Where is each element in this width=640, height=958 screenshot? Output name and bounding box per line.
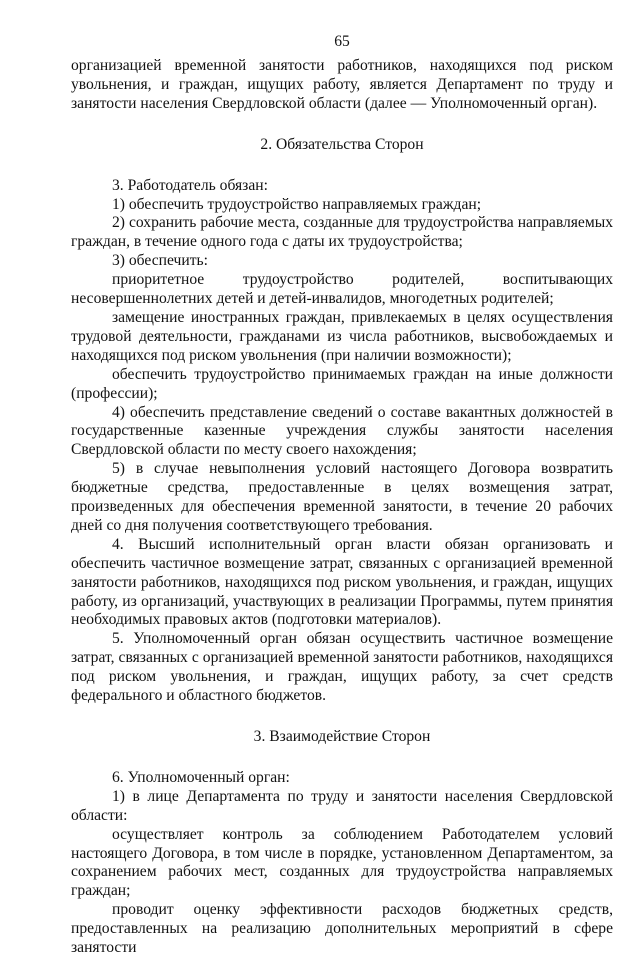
clause-6-item-1-b: проводит оценку эффективности расходов бюджетных средств, предоставленных на реализацию дополнительных мероприятий в сфере занятости bbox=[71, 901, 613, 957]
clause-3-item-1: 1) обеспечить трудоустройство направляемых граждан; bbox=[112, 195, 482, 213]
page-number: 65 bbox=[334, 33, 350, 50]
clause-6-intro: 6. Уполномоченный орган: bbox=[112, 768, 290, 786]
clause-3-item-3-a: приоритетное трудоустройство родителей, воспитывающих несовершеннолетних детей и детей-инвалидов, многодетных родителей; bbox=[71, 271, 613, 308]
clause-3-intro: 3. Работодатель обязан: bbox=[112, 176, 268, 194]
clause-6-item-1-a: осуществляет контроль за соблюдением Работодателем условий настоящего Договора, в том числе в порядке, установленном Департаментом, за сохранением рабочих мест, созданных для трудоустройства направляемых граждан; bbox=[71, 825, 613, 900]
continuation-paragraph: организацией временной занятости работников, находящихся под риском увольнения, и граждан, ищущих работу, является Департамент по труду и занятости населения Свердловской области (далее — Уполномоченный орган). bbox=[71, 57, 613, 112]
section-3-heading: 3. Взаимодействие Сторон bbox=[253, 728, 431, 745]
spacer bbox=[71, 747, 613, 769]
spacer bbox=[71, 114, 613, 136]
clause-3-item-3-b: замещение иностранных граждан, привлекаемых в целях осуществления трудовой деятельности, гражданами из числа работников, высвобождаемых и находящихся под риском увольнения (при наличии возможности); bbox=[71, 308, 613, 364]
clause-3-item-2: 2) сохранить рабочие места, созданные для трудоустройства направляемых граждан, в течение одного года с даты их трудоустройства; bbox=[71, 214, 613, 251]
clause-4: 4. Высший исполнительный орган власти обязан организовать и обеспечить частичное возмещение затрат, связанных с организацией временной занятости работников, находящихся под риском увольнения, и граждан, ищущих работу, из организаций, участвующих в реализации Программы, путем принятия необходимых правовых актов (подготовки материалов). bbox=[71, 535, 613, 629]
clause-3-item-4: 4) обеспечить представление сведений о составе вакантных должностей в государственные казенные учреждения службы занятости населения Свердловской области по месту своего нахождения; bbox=[71, 403, 613, 459]
spacer bbox=[71, 155, 613, 177]
section-2-heading: 2. Обязательства Сторон bbox=[260, 135, 424, 153]
clause-5: 5. Уполномоченный орган обязан осуществить частичное возмещение затрат, связанных с организацией временной занятости работников, находящихся под риском увольнения, и граждан, ищущих работу, за счет средств федерального и областного бюджетов. bbox=[71, 630, 613, 705]
clause-6-item-1: 1) в лице Департамента по труду и занятости населения Свердловской области: bbox=[71, 787, 613, 824]
clause-3-item-3: 3) обеспечить: bbox=[112, 252, 208, 270]
spacer bbox=[71, 706, 613, 728]
clause-3-item-3-c: обеспечить трудоустройство принимаемых граждан на иные должности (профессии); bbox=[71, 365, 613, 402]
clause-3-item-5: 5) в случае невыполнения условий настоящего Договора возвратить бюджетные средства, предоставленные в целях возмещения затрат, произведенных для обеспечения временной занятости, в течение 20 рабочих дней со дня получения соответствующего требования. bbox=[71, 460, 613, 534]
